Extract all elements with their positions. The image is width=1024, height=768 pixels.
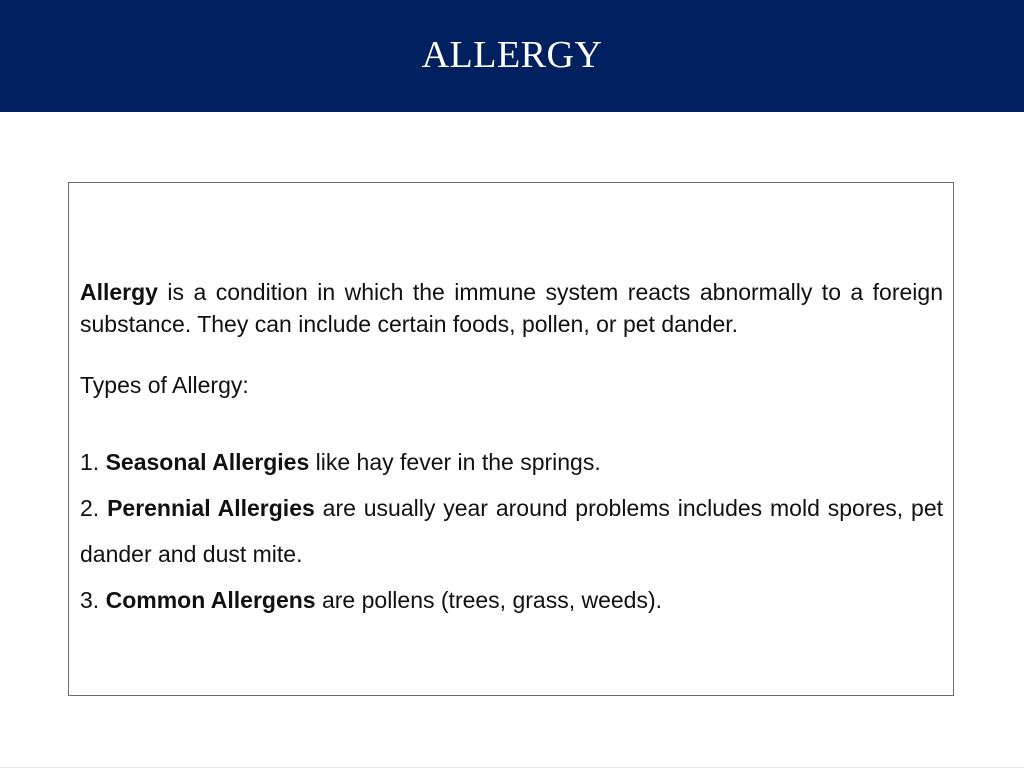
item-number: 1. bbox=[80, 449, 106, 475]
list-item bbox=[80, 439, 943, 485]
list-item bbox=[80, 577, 943, 623]
item-term: Seasonal Allergies bbox=[105, 449, 310, 475]
types-heading: Types of Allergy: bbox=[80, 372, 249, 398]
item-term: Common Allergens bbox=[105, 587, 316, 613]
item-number: 3. bbox=[80, 587, 106, 613]
allergy-types-list bbox=[80, 439, 943, 623]
item-text: like hay fever in the springs. bbox=[309, 449, 601, 475]
title-bar bbox=[0, 0, 1024, 112]
list-item bbox=[80, 485, 943, 577]
item-number: 2. bbox=[80, 495, 108, 521]
item-term: Perennial Allergies bbox=[107, 495, 315, 521]
item-text: are pollens (trees, grass, weeds). bbox=[315, 587, 663, 613]
slide-title: ALLERGY bbox=[421, 34, 603, 76]
item-text: are usually year around problems includes mold spores, pet dander and dust mite. bbox=[80, 495, 943, 567]
content-box bbox=[68, 182, 954, 696]
intro-text: is a condition in which the immune system reacts abnormally to a foreign substance. They can include certain foods, pollen, or pet dander. bbox=[80, 279, 943, 337]
intro-term: Allergy bbox=[80, 279, 158, 305]
intro-paragraph bbox=[80, 276, 943, 340]
